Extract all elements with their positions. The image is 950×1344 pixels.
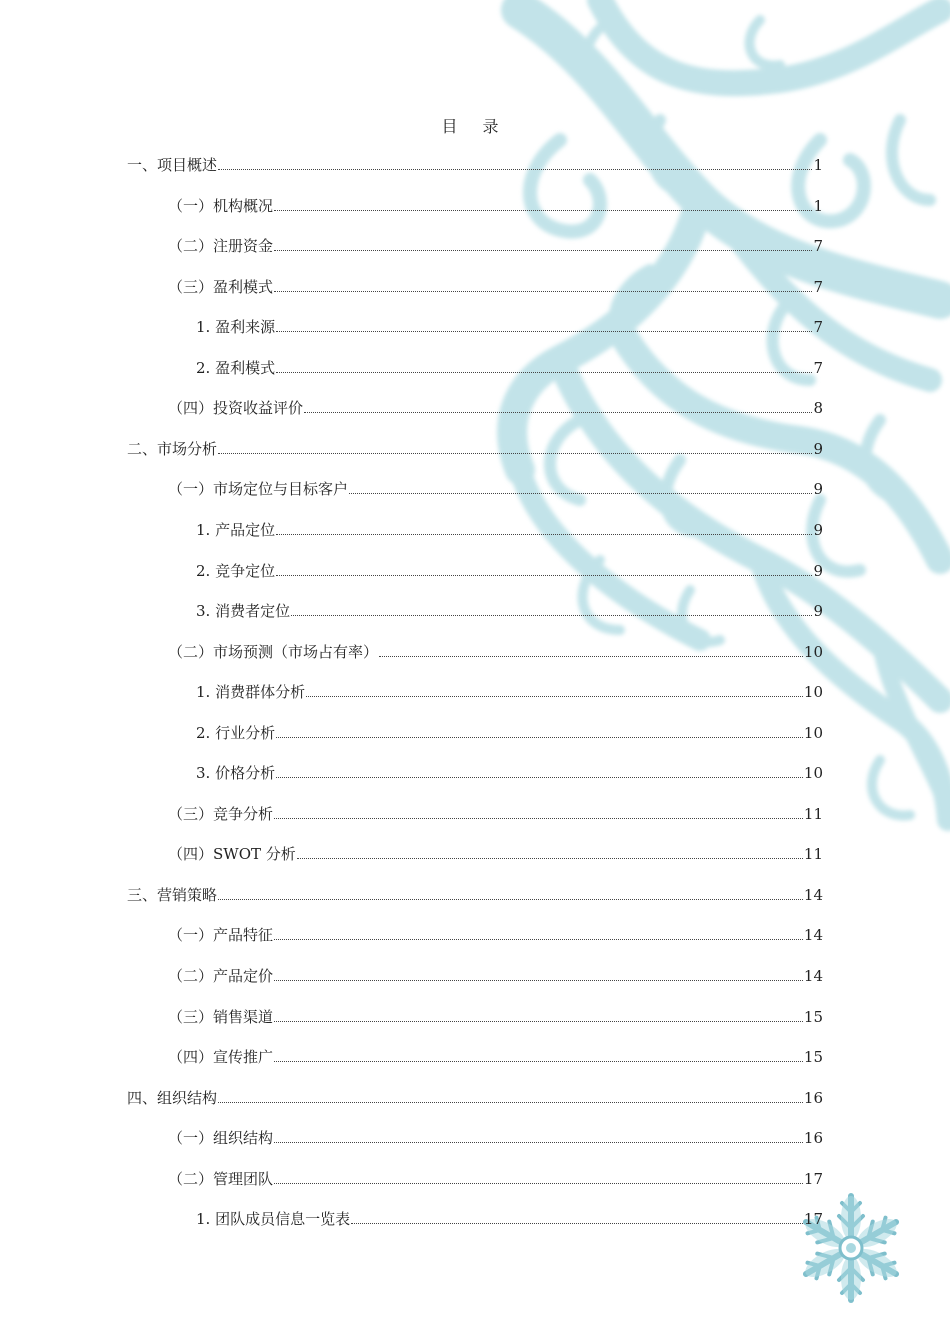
- toc-entry[interactable]: [196, 600, 823, 622]
- toc-entry-label: （四）宣传推广: [168, 1048, 274, 1066]
- toc-entry-label: 1. 产品定位: [196, 521, 276, 539]
- toc-entry-page-number: 17: [803, 1170, 823, 1188]
- dot-leader: [276, 519, 812, 535]
- toc-entry-page-number: 9: [813, 562, 823, 580]
- dot-leader: [274, 276, 812, 292]
- toc-entry-page-number: 10: [803, 683, 823, 701]
- dot-leader: [274, 1006, 803, 1022]
- dot-leader: [291, 600, 812, 616]
- toc-entry[interactable]: [127, 438, 823, 460]
- toc-entry[interactable]: [168, 924, 823, 946]
- toc-entry[interactable]: [196, 722, 823, 744]
- toc-entry-page-number: 1: [813, 156, 823, 174]
- toc-entry-page-number: 14: [803, 967, 823, 985]
- dot-leader: [304, 397, 812, 413]
- toc-entry[interactable]: [196, 681, 823, 703]
- toc-entry-page-number: 9: [813, 602, 823, 620]
- dot-leader: [218, 1087, 803, 1103]
- toc-entry[interactable]: [127, 154, 823, 176]
- toc-entry[interactable]: [196, 316, 823, 338]
- toc-entry-page-number: 9: [813, 440, 823, 458]
- toc-entry-page-number: 11: [803, 845, 823, 863]
- toc-entry-label: （二）产品定价: [168, 967, 274, 985]
- toc-entry-page-number: 11: [803, 805, 823, 823]
- toc-entry-label: （二）注册资金: [168, 237, 274, 255]
- toc-entry[interactable]: [168, 478, 823, 500]
- toc-entry-label: （一）市场定位与目标客户: [168, 480, 349, 498]
- toc-entry-label: （二）市场预测（市场占有率）: [168, 643, 379, 661]
- dot-leader: [274, 1168, 803, 1184]
- toc-entry-page-number: 15: [803, 1008, 823, 1026]
- toc-entry-page-number: 14: [803, 926, 823, 944]
- dot-leader: [297, 843, 803, 859]
- toc-entry[interactable]: [168, 965, 823, 987]
- dot-leader: [306, 681, 803, 697]
- dot-leader: [276, 560, 812, 576]
- toc-entry-page-number: 10: [803, 643, 823, 661]
- toc-title: 目 录: [441, 117, 509, 136]
- toc-entry[interactable]: [168, 1006, 823, 1028]
- toc-entry-page-number: 10: [803, 724, 823, 742]
- toc-entry-page-number: 16: [803, 1129, 823, 1147]
- toc-entry-label: （四）投资收益评价: [168, 399, 304, 417]
- toc-entry-page-number: 7: [813, 237, 823, 255]
- toc-entry-page-number: 15: [803, 1048, 823, 1066]
- toc-entry[interactable]: [168, 1046, 823, 1068]
- toc-entry-label: （一）组织结构: [168, 1129, 274, 1147]
- toc-entry-label: 二、市场分析: [127, 440, 218, 458]
- toc-entry[interactable]: [196, 762, 823, 784]
- toc-entry[interactable]: [168, 803, 823, 825]
- toc-entry[interactable]: [196, 560, 823, 582]
- dot-leader: [274, 195, 812, 211]
- toc-entry-page-number: 16: [803, 1089, 823, 1107]
- toc-entry[interactable]: [127, 884, 823, 906]
- dot-leader: [274, 965, 803, 981]
- toc-entry-label: 1. 盈利来源: [196, 318, 276, 336]
- toc-entry-page-number: 9: [813, 521, 823, 539]
- dot-leader: [274, 235, 812, 251]
- toc-entry-label: （四）SWOT 分析: [168, 845, 296, 863]
- toc-entry[interactable]: [168, 195, 823, 217]
- toc-entry-label: 3. 价格分析: [196, 764, 276, 782]
- toc-entry[interactable]: [168, 235, 823, 257]
- toc-entry-page-number: 7: [813, 359, 823, 377]
- toc-entry[interactable]: [168, 1168, 823, 1190]
- toc-entry-label: （三）竞争分析: [168, 805, 274, 823]
- toc-entry[interactable]: [168, 843, 823, 865]
- toc-entry-label: （三）盈利模式: [168, 278, 274, 296]
- toc-entry[interactable]: [196, 519, 823, 541]
- toc-entry-label: 2. 竞争定位: [196, 562, 276, 580]
- toc-entry-label: 一、项目概述: [127, 156, 218, 174]
- dot-leader: [276, 316, 812, 332]
- toc-entry-label: 1. 团队成员信息一览表: [196, 1210, 351, 1228]
- toc-entry[interactable]: [196, 1208, 823, 1230]
- toc-entry-label: （一）产品特征: [168, 926, 274, 944]
- toc-entry[interactable]: [127, 1087, 823, 1109]
- toc-entry-label: （三）销售渠道: [168, 1008, 274, 1026]
- toc-entry-page-number: 1: [813, 197, 823, 215]
- toc-entry-label: 2. 行业分析: [196, 724, 276, 742]
- toc-entry[interactable]: [196, 357, 823, 379]
- toc-entry-label: 1. 消费群体分析: [196, 683, 306, 701]
- dot-leader: [349, 478, 812, 494]
- toc-entry-label: 2. 盈利模式: [196, 359, 276, 377]
- dot-leader: [274, 803, 803, 819]
- toc-entry-page-number: 9: [813, 480, 823, 498]
- toc-entry-label: （二）管理团队: [168, 1170, 274, 1188]
- dot-leader: [274, 924, 803, 940]
- toc-entry-page-number: 7: [813, 318, 823, 336]
- toc-entry-page-number: 14: [803, 886, 823, 904]
- toc-entry[interactable]: [168, 397, 823, 419]
- toc-entry[interactable]: [168, 1127, 823, 1149]
- toc-entry-label: 四、组织结构: [127, 1089, 218, 1107]
- toc-entry-page-number: 10: [803, 764, 823, 782]
- toc-entry[interactable]: [168, 641, 823, 663]
- dot-leader: [218, 884, 803, 900]
- toc-entry-page-number: 7: [813, 278, 823, 296]
- dot-leader: [276, 722, 803, 738]
- toc-entry-label: 三、营销策略: [127, 886, 218, 904]
- dot-leader: [274, 1127, 803, 1143]
- dot-leader: [351, 1208, 803, 1224]
- toc-entry-label: （一）机构概况: [168, 197, 274, 215]
- toc-entry-page-number: 17: [803, 1210, 823, 1228]
- dot-leader: [218, 438, 812, 454]
- toc-entry[interactable]: [168, 276, 823, 298]
- dot-leader: [276, 357, 812, 373]
- toc-entry-label: 3. 消费者定位: [196, 602, 291, 620]
- dot-leader: [274, 1046, 803, 1062]
- dot-leader: [276, 762, 803, 778]
- dot-leader: [379, 641, 803, 657]
- toc-entry-page-number: 8: [813, 399, 823, 417]
- dot-leader: [218, 154, 812, 170]
